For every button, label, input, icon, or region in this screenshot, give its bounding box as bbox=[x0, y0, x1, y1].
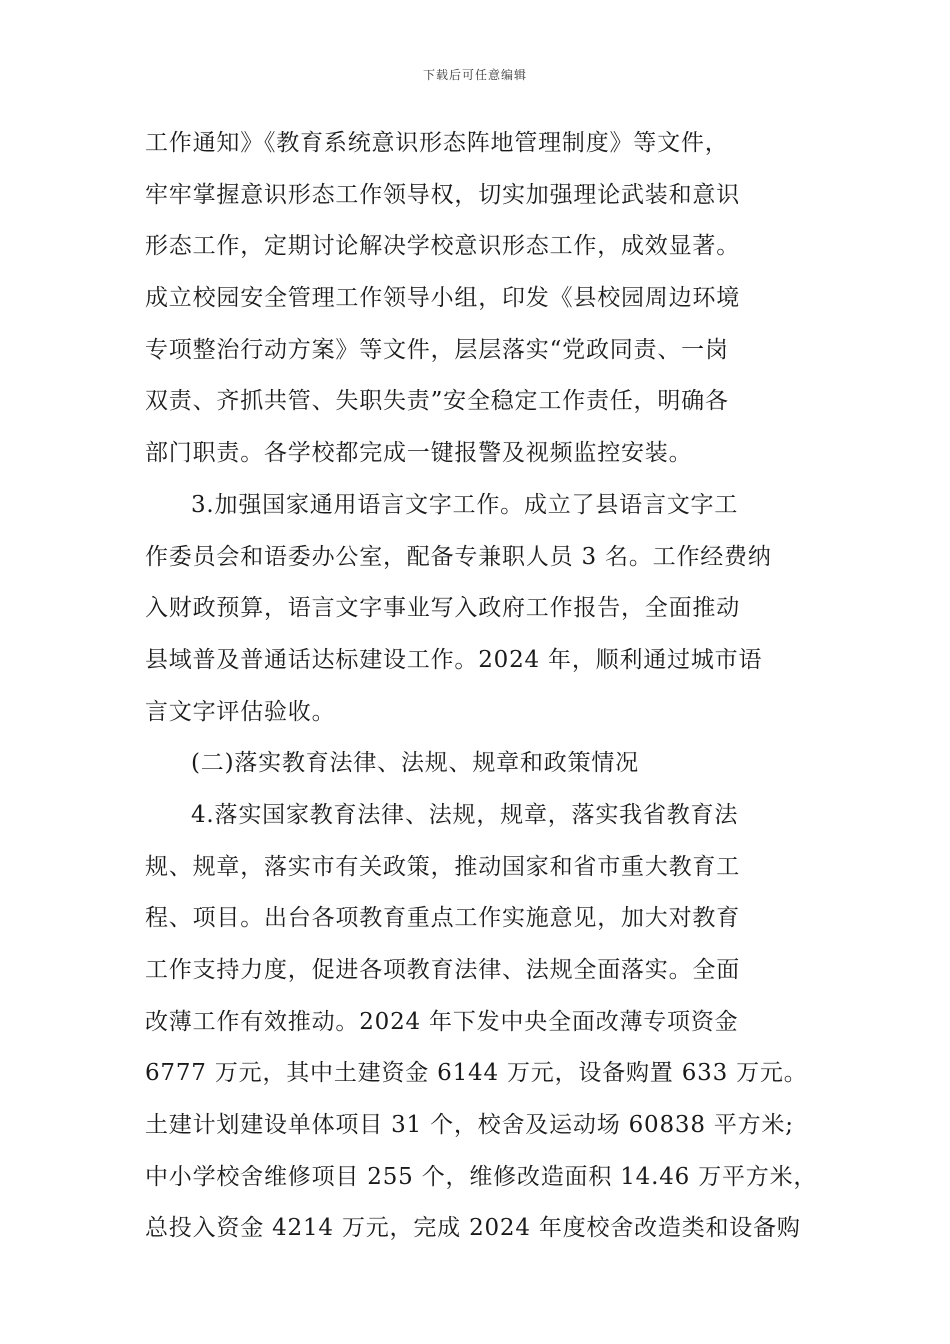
text-line: 程、项目。出台各项教育重点工作实施意见，加大对教育 bbox=[145, 905, 740, 932]
paragraph-start-line: 4.落实国家教育法律、法规，规章，落实我省教育法 bbox=[191, 801, 739, 828]
section-heading: (二)落实教育法律、法规、规章和政策情况 bbox=[191, 750, 639, 777]
text-line: 专项整治行动方案》等文件，层层落实“党政同责、一岗 bbox=[145, 336, 729, 363]
text-line: 规、规章，落实市有关政策，推动国家和省市重大教育工 bbox=[145, 853, 740, 880]
text-line: 入财政预算，语言文字事业写入政府工作报告，全面推动 bbox=[145, 595, 740, 622]
text-line: 土建计划建设单体项目 31 个，校舍及运动场 60838 平方米; bbox=[145, 1112, 794, 1139]
text-line: 6777 万元，其中土建资金 6144 万元，设备购置 633 万元。 bbox=[145, 1060, 808, 1087]
paragraph-start-line: 3.加强国家通用语言文字工作。成立了县语言文字工 bbox=[191, 491, 739, 518]
text-line: 中小学校舍维修项目 255 个，维修改造面积 14.46 万平方米， bbox=[145, 1163, 818, 1190]
text-line: 言文字评估验收。 bbox=[145, 698, 336, 725]
text-line: 成立校园安全管理工作领导小组，印发《县校园周边环境 bbox=[145, 285, 740, 312]
text-line: 改薄工作有效推动。2024 年下发中央全面改薄专项资金 bbox=[145, 1008, 739, 1035]
text-line: 总投入资金 4214 万元，完成 2024 年度校舍改造类和设备购 bbox=[145, 1215, 801, 1242]
text-line: 牢牢掌握意识形态工作领导权，切实加强理论武装和意识 bbox=[145, 181, 740, 208]
text-line: 工作通知》《教育系统意识形态阵地管理制度》等文件， bbox=[145, 130, 729, 156]
text-line: 工作支持力度，促进各项教育法律、法规全面落实。全面 bbox=[145, 957, 740, 983]
text-line: 形态工作，定期讨论解决学校意识形态工作，成效显著。 bbox=[145, 233, 740, 260]
text-line: 双责、齐抓共管、失职失责”安全稳定工作责任，明确各 bbox=[145, 388, 729, 415]
page-header: 下载后可任意编辑 bbox=[422, 68, 527, 82]
text-line: 作委员会和语委办公室，配备专兼职人员 3 名。工作经费纳 bbox=[145, 543, 772, 570]
text-line: 部门职责。各学校都完成一键报警及视频监控安装。 bbox=[145, 440, 693, 467]
document-body bbox=[145, 127, 825, 1264]
text-line: 县域普及普通话达标建设工作。2024 年，顺利通过城市语 bbox=[145, 646, 763, 673]
